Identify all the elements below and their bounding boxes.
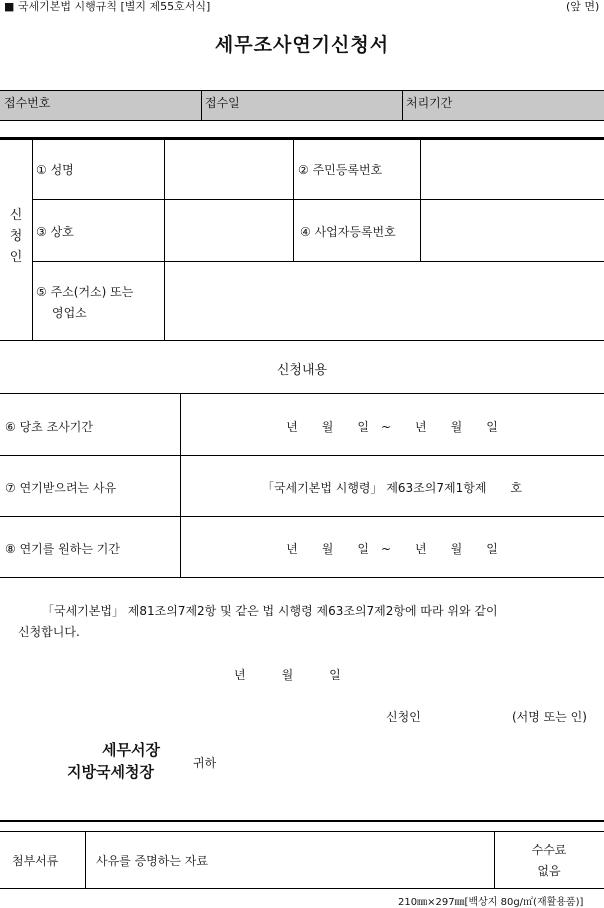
statement-text-line2: 신청합니다. [18, 625, 80, 639]
fee-value: 없음 [537, 864, 561, 878]
form-title: 세무조사연기신청서 [214, 34, 390, 56]
recipient-regional-office: 지방국세청장 [67, 763, 154, 781]
reception-number-label: 접수번호 [4, 96, 51, 110]
signer-label: 신청인 [386, 710, 421, 724]
rrn-label: ② 주민등록번호 [298, 163, 383, 177]
statement-text: 「국세기본법」 제81조의7제2항 및 같은 법 시행령 제63조의7제2항에 따라 위와 같이 [42, 604, 498, 618]
rrn-field[interactable] [421, 140, 603, 199]
processing-period-label: 처리기간 [406, 96, 453, 110]
desired-period-label: ⑧ 연기를 원하는 기간 [5, 542, 120, 556]
postpone-reason-label: ⑦ 연기받으려는 사유 [5, 481, 117, 495]
fee-label: 수수료 [531, 843, 567, 857]
desired-period-field[interactable]: 년 월 일 ~ 년 월 일 [286, 542, 498, 556]
reception-date-label: 접수일 [205, 96, 240, 110]
company-name-label: ③ 상호 [36, 225, 74, 239]
paper-spec-footer: 210㎜×297㎜[백상지 80g/㎡(재활용품)] [398, 897, 584, 908]
reception-bar [0, 91, 604, 120]
recipient-suffix: 귀하 [193, 756, 217, 770]
applicant-section-label: 신 청 인 [9, 208, 23, 265]
address-label-line2: 영업소 [52, 306, 87, 320]
application-date: 년 월 일 [234, 668, 341, 682]
name-label: ① 성명 [36, 163, 74, 177]
address-field[interactable] [165, 262, 603, 340]
name-field[interactable] [165, 140, 292, 199]
postpone-reason-field[interactable]: 「국세기본법 시행령」 제63조의7제1항제 호 [261, 481, 523, 495]
address-label: ⑤ 주소(거소) 또는 [36, 285, 134, 299]
business-reg-no-label: ④ 사업자등록번호 [300, 225, 396, 239]
page-side-label: (앞 면) [566, 0, 600, 13]
content-heading: 신청내용 [276, 363, 328, 378]
attachment-label: 첨부서류 [12, 854, 59, 868]
attachment-value: 사유를 증명하는 자료 [96, 854, 208, 868]
recipient-tax-office: 세무서장 [102, 741, 160, 759]
original-audit-period-field[interactable]: 년 월 일 ~ 년 월 일 [286, 420, 498, 434]
signature-field[interactable]: (서명 또는 인) [512, 710, 587, 724]
company-name-field[interactable] [165, 200, 292, 261]
original-audit-period-label: ⑥ 당초 조사기간 [5, 420, 93, 434]
business-reg-no-field[interactable] [421, 200, 603, 261]
form-header-reference: ■ 국세기본법 시행규칙 [별지 제55호서식] [4, 0, 211, 13]
